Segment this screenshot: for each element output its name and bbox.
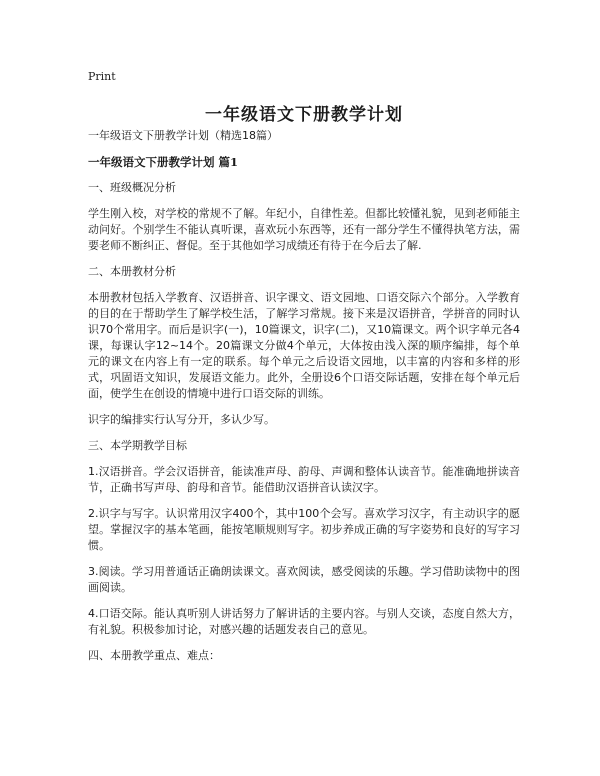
- heading-class-overview: 一、班级概况分析: [88, 181, 176, 194]
- page-title: 一年级语文下册教学计划: [205, 105, 403, 125]
- paragraph-literacy-note: 识字的编排实行认写分开，多认少写。: [88, 413, 275, 426]
- paragraph-goal-literacy: 2.识字与写字。认识常用汉字400个，其中100个会写。喜欢学习汉字，有主动识字的愿望。掌握汉字的基本笔画，能按笔顺规则写字。初步养成正确的写字姿势和良好的写字习惯。: [88, 507, 520, 552]
- paragraph-goal-pinyin: 1.汉语拼音。学会汉语拼音，能读准声母、韵母、声调和整体认读音节。能准确地拼读音节，正确书写声母、韵母和音节。能借助汉语拼音认读汉字。: [88, 465, 520, 494]
- paragraph-textbook-analysis: 本册教材包括入学教育、汉语拼音、识字课文、语文园地、口语交际六个部分。入学教育的目的在于帮助学生了解学校生活，了解学习常规。接下来是汉语拼音，学拼音的同时认识70个常用字。而后是识字(一)，10篇课文，识字(二)，又10篇课文。两个识字单元各4课，每课认字12~14个。20篇课文分做4个单元，大体按由浅入深的顺序编排，每个单元的课文在内容上有一定的联系。每个单元之后设语文园地，以丰富的内容和多样的形式，巩固语文知识，发展语文能力。此外，全册设6个口语交际话题，安排在每个单元后面，使学生在创设的情境中进行口语交际的训练。: [88, 291, 520, 400]
- paragraph-goal-reading: 3.阅读。学习用普通话正确朗读课文。喜欢阅读，感受阅读的乐趣。学习借助读物中的图画阅读。: [88, 565, 520, 594]
- document-subtitle: 一年级语文下册教学计划（精选18篇）: [88, 129, 278, 142]
- heading-semester-goals: 三、本学期教学目标: [88, 439, 187, 452]
- paragraph-class-overview: 学生刚入校，对学校的常规不了解。年纪小，自律性差。但都比较懂礼貌，见到老师能主动问好。个别学生不能认真听课，喜欢玩小东西等，还有一部分学生不懂得执笔方法，需要老师不断纠正、督促。至于其他如学习成绩还有待于在今后去了解.: [88, 207, 520, 252]
- section-title: 一年级语文下册教学计划 篇1: [88, 155, 239, 169]
- document-body: [88, 128, 520, 674]
- heading-key-points: 四、本册教学重点、难点：: [88, 649, 220, 662]
- print-link[interactable]: Print: [88, 70, 116, 83]
- heading-textbook-analysis: 二、本册教材分析: [88, 265, 176, 278]
- paragraph-goal-oral: 4.口语交际。能认真听别人讲话努力了解讲话的主要内容。与别人交谈，态度自然大方，有礼貌。积极参加讨论，对感兴趣的话题发表自己的意见。: [88, 607, 520, 636]
